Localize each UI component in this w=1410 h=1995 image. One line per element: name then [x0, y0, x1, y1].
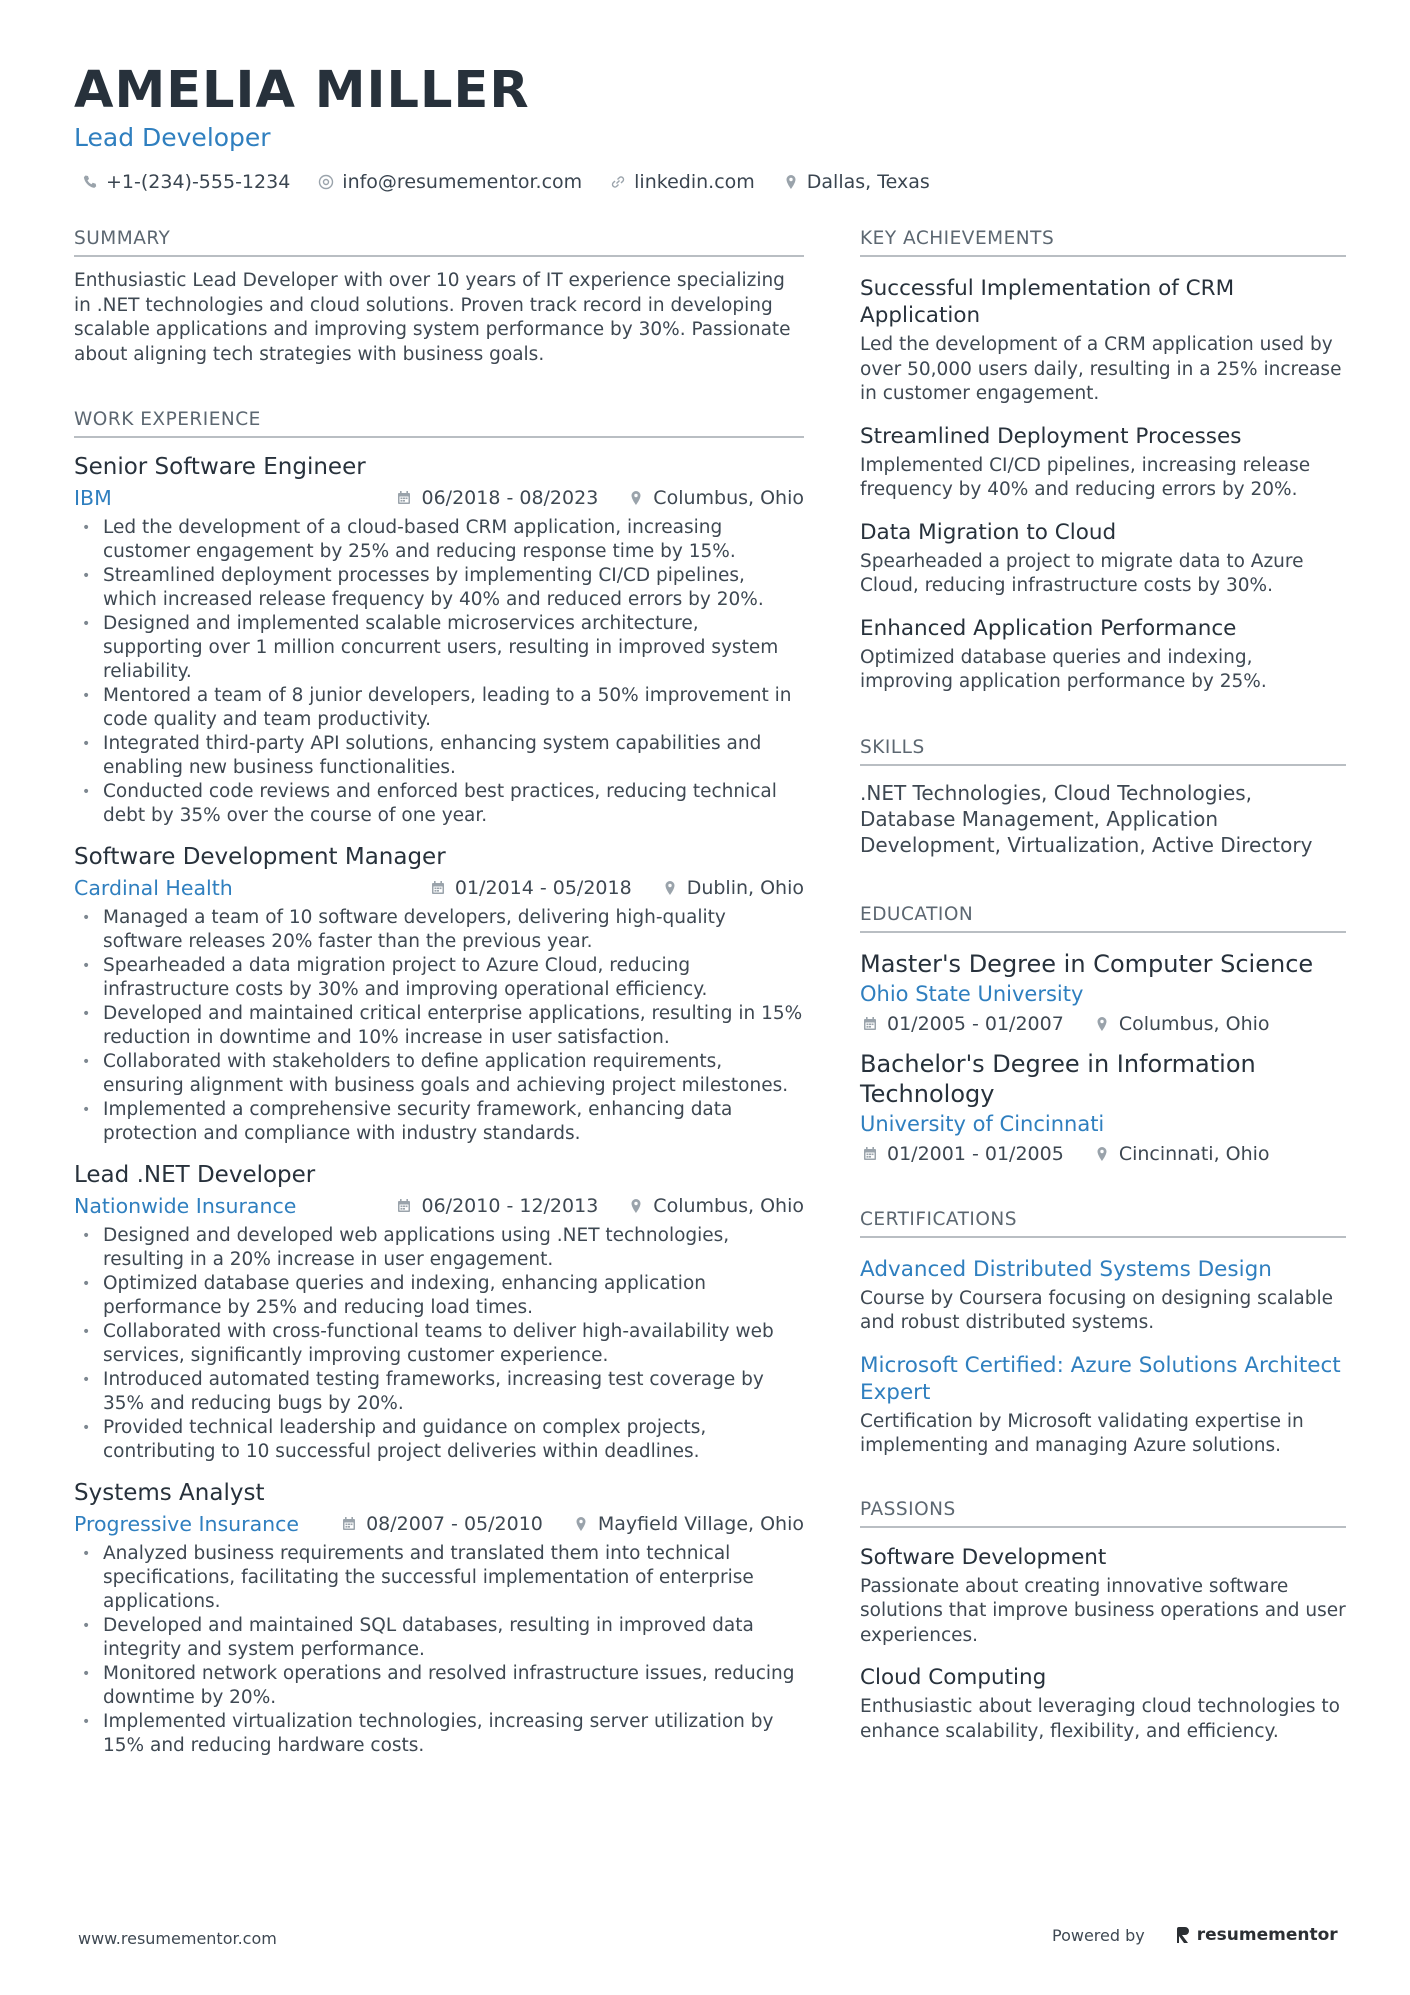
certification-item: [860, 1352, 1346, 1459]
location-pin-icon: [1092, 1144, 1112, 1164]
education-location: Cincinnati, Ohio: [1118, 1142, 1270, 1165]
education-meta: [860, 1009, 1346, 1039]
footer-branding: [1052, 1925, 1338, 1945]
summary-text: Enthusiastic Lead Developer with over 10 years of IT experience specializing in .NET technologies and cloud solutions. Proven track record in developing scalable applications and improving system performance by 30%. Passionate about aligning tech strategies with business goals.: [74, 270, 791, 365]
job-title: Senior Software Engineer: [74, 454, 366, 480]
achievement-desc: Implemented CI/CD pipelines, increasing release frequency by 40% and reducing errors by 20%.: [860, 454, 1311, 500]
achievement-desc: Spearheaded a project to migrate data to Azure Cloud, reducing infrastructure costs by 30%.: [860, 550, 1304, 596]
contact-linkedin[interactable]: linkedin.com: [608, 168, 755, 196]
section-title-skills: SKILLS: [860, 735, 1346, 766]
location-pin-icon: [1092, 1014, 1112, 1034]
education-dates: 01/2001 - 01/2005: [887, 1142, 1064, 1165]
calendar-icon: [860, 1014, 880, 1034]
job-bullets: [74, 1542, 804, 1758]
bullet-item: • Collaborated with stakeholders to define application requirements, ensuring alignment with business goals and achieving project milestones.: [74, 1050, 804, 1098]
job-dates: 06/2018 - 08/2023: [421, 487, 599, 509]
job-bullets: [74, 906, 804, 1146]
bullet-item: • Integrated third-party API solutions, enhancing system capabilities and enabling new business functionalities.: [74, 732, 804, 780]
education-degree: Master's Degree in Computer Science: [860, 949, 1314, 978]
job-meta: [74, 874, 804, 902]
location-pin-icon: [660, 878, 680, 898]
achievement-title: Enhanced Application Performance: [860, 615, 1237, 641]
bullet-item: • Designed and implemented scalable microservices architecture, supporting over 1 million concurrent users, resulting in improved system reliability.: [74, 612, 804, 684]
achievement-title: Streamlined Deployment Processes: [860, 423, 1242, 449]
phone-icon: [80, 172, 100, 192]
bullet-item: • Implemented virtualization technologies, increasing server utilization by 15% and reducing hardware costs.: [74, 1710, 804, 1758]
certification-desc: Course by Coursera focusing on designing scalable and robust distributed systems.: [860, 1287, 1333, 1333]
job-company: IBM: [74, 486, 112, 510]
job-dates: 01/2014 - 05/2018: [454, 877, 632, 899]
contact-email[interactable]: info@resumementor.com: [316, 168, 582, 196]
section-title-passions: PASSIONS: [860, 1497, 1346, 1528]
achievement-desc: Optimized database queries and indexing, improving application performance by 25%.: [860, 646, 1267, 692]
certification-title[interactable]: Advanced Distributed Systems Design: [860, 1256, 1272, 1282]
education-meta: [860, 1139, 1346, 1169]
skills-section: [860, 735, 1346, 858]
contact-phone: +1-(234)-555-1234: [80, 168, 290, 196]
powered-by-label: Powered by: [1052, 1925, 1145, 1945]
achievements-section: [860, 226, 1346, 695]
bullet-item: • Analyzed business requirements and translated them into technical specifications, facilitating the successful implementation of enterprise applications.: [74, 1542, 804, 1614]
education-item: [860, 949, 1346, 1039]
job-company: Nationwide Insurance: [74, 1194, 297, 1218]
at-icon: [316, 172, 336, 192]
summary-section: [74, 226, 804, 367]
bullet-item: • Introduced automated testing frameworks, increasing test coverage by 35% and reducing bugs by 20%.: [74, 1368, 804, 1416]
section-title-summary: SUMMARY: [74, 226, 804, 257]
education-school: University of Cincinnati: [860, 1111, 1105, 1136]
section-title-certifications: CERTIFICATIONS: [860, 1207, 1346, 1238]
job-entry: [74, 842, 804, 1146]
contact-bar: [80, 168, 930, 196]
job-company: Cardinal Health: [74, 876, 233, 900]
job-entry: [74, 1160, 804, 1464]
brand-logo[interactable]: [1175, 1925, 1338, 1945]
location-pin-icon: [626, 488, 646, 508]
job-meta: [74, 1192, 804, 1220]
experience-section: [74, 407, 804, 1758]
bullet-item: • Designed and developed web applications using .NET technologies, resulting in a 20% increase in user engagement.: [74, 1224, 804, 1272]
skills-text: .NET Technologies, Cloud Technologies, Database Management, Application Development, Virtualization, Active Directory: [860, 780, 1313, 857]
bullet-item: • Developed and maintained critical enterprise applications, resulting in 15% reduction in downtime and 10% increase in user satisfaction.: [74, 1002, 804, 1050]
bullet-item: • Provided technical leadership and guidance on complex projects, contributing to 10 successful project deliveries within deadlines.: [74, 1416, 804, 1464]
job-bullets: [74, 516, 804, 828]
job-meta: [74, 484, 804, 512]
location-pin-icon: [626, 1196, 646, 1216]
education-section: [860, 902, 1346, 1169]
job-title: Software Development Manager: [74, 844, 446, 870]
job-dates: 08/2007 - 05/2010: [366, 1513, 543, 1535]
education-school: Ohio State University: [860, 981, 1084, 1006]
brand-name: resumementor: [1196, 1925, 1338, 1945]
job-bullets: [74, 1224, 804, 1464]
job-title: Lead .NET Developer: [74, 1162, 316, 1188]
job-meta: [74, 1510, 804, 1538]
achievement-item: [860, 615, 1346, 695]
bullet-item: • Developed and maintained SQL databases, resulting in improved data integrity and system performance.: [74, 1614, 804, 1662]
certifications-section: [860, 1207, 1346, 1459]
job-dates: 06/2010 - 12/2013: [421, 1195, 599, 1217]
job-location: Dublin, Ohio: [686, 877, 804, 899]
job-entry: [74, 1478, 804, 1758]
bullet-item: • Optimized database queries and indexing, enhancing application performance by 25% and reducing load times.: [74, 1272, 804, 1320]
passion-title: Software Development: [860, 1544, 1107, 1570]
contact-location: Dallas, Texas: [781, 168, 930, 196]
section-title-education: EDUCATION: [860, 902, 1346, 933]
bullet-item: • Spearheaded a data migration project to Azure Cloud, reducing infrastructure costs by 30% and improving operational efficiency.: [74, 954, 804, 1002]
achievement-title: Successful Implementation of CRM Application: [860, 276, 1235, 328]
job-entry: [74, 452, 804, 828]
bullet-item: • Mentored a team of 8 junior developers, leading to a 50% improvement in code quality and team productivity.: [74, 684, 804, 732]
achievement-item: [860, 519, 1346, 599]
job-company: Progressive Insurance: [74, 1512, 300, 1536]
bullet-item: • Streamlined deployment processes by implementing CI/CD pipelines, which increased release frequency by 40% and reduced errors by 20%.: [74, 564, 804, 612]
right-column: [860, 226, 1346, 1760]
link-icon: [608, 172, 628, 192]
certification-desc: Certification by Microsoft validating expertise in implementing and managing Azure solutions.: [860, 1410, 1304, 1456]
candidate-role: Lead Developer: [74, 123, 271, 152]
passion-title: Cloud Computing: [860, 1665, 1047, 1690]
achievement-item: [860, 275, 1346, 407]
achievement-desc: Led the development of a CRM application used by over 50,000 users daily, resulting in a 25% increase in customer engagement.: [860, 334, 1342, 404]
achievement-title: Data Migration to Cloud: [860, 519, 1117, 545]
education-degree: Bachelor's Degree in Information Technology: [860, 1049, 1256, 1108]
passions-section: [860, 1497, 1346, 1745]
section-title-experience: WORK EXPERIENCE: [74, 407, 804, 438]
candidate-name: AMELIA MILLER: [74, 61, 530, 120]
bullet-item: • Monitored network operations and resolved infrastructure issues, reducing downtime by 20%.: [74, 1662, 804, 1710]
certification-title[interactable]: Microsoft Certified: Azure Solutions Architect Expert: [860, 1352, 1341, 1405]
bullet-item: • Implemented a comprehensive security framework, enhancing data protection and compliance with industry standards.: [74, 1098, 804, 1146]
bullet-item: • Conducted code reviews and enforced best practices, reducing technical debt by 35% over the course of one year.: [74, 780, 804, 828]
job-location: Columbus, Ohio: [653, 487, 804, 509]
brand-mark-icon: [1175, 1926, 1191, 1944]
passion-item: [860, 1544, 1346, 1649]
job-location: Mayfield Village, Ohio: [597, 1513, 804, 1535]
calendar-icon: [394, 1196, 414, 1216]
education-item: [860, 1049, 1346, 1169]
calendar-icon: [339, 1514, 359, 1534]
bullet-item: • Managed a team of 10 software developers, delivering high-quality software releases 20% faster than the previous year.: [74, 906, 804, 954]
education-location: Columbus, Ohio: [1118, 1012, 1270, 1035]
passion-desc: Enthusiastic about leveraging cloud technologies to enhance scalability, flexibility, and efficiency.: [860, 1696, 1340, 1742]
section-title-achievements: KEY ACHIEVEMENTS: [860, 226, 1346, 257]
location-pin-icon: [781, 172, 801, 192]
calendar-icon: [860, 1144, 880, 1164]
bullet-item: • Collaborated with cross-functional teams to deliver high-availability web services, significantly improving customer experience.: [74, 1320, 804, 1368]
passion-desc: Passionate about creating innovative software solutions that improve business operations and user experiences.: [860, 1575, 1346, 1646]
calendar-icon: [428, 878, 448, 898]
job-location: Columbus, Ohio: [653, 1195, 804, 1217]
location-pin-icon: [571, 1514, 591, 1534]
job-title: Systems Analyst: [74, 1480, 265, 1506]
bullet-item: • Led the development of a cloud-based CRM application, increasing customer engagement by 25% and reducing response time by 15%.: [74, 516, 804, 564]
achievement-item: [860, 423, 1346, 503]
calendar-icon: [394, 488, 414, 508]
left-column: [74, 226, 804, 1758]
education-dates: 01/2005 - 01/2007: [887, 1012, 1064, 1035]
passion-item: [860, 1664, 1346, 1744]
footer-website[interactable]: www.resumementor.com: [78, 1929, 277, 1948]
certification-item: [860, 1256, 1346, 1336]
